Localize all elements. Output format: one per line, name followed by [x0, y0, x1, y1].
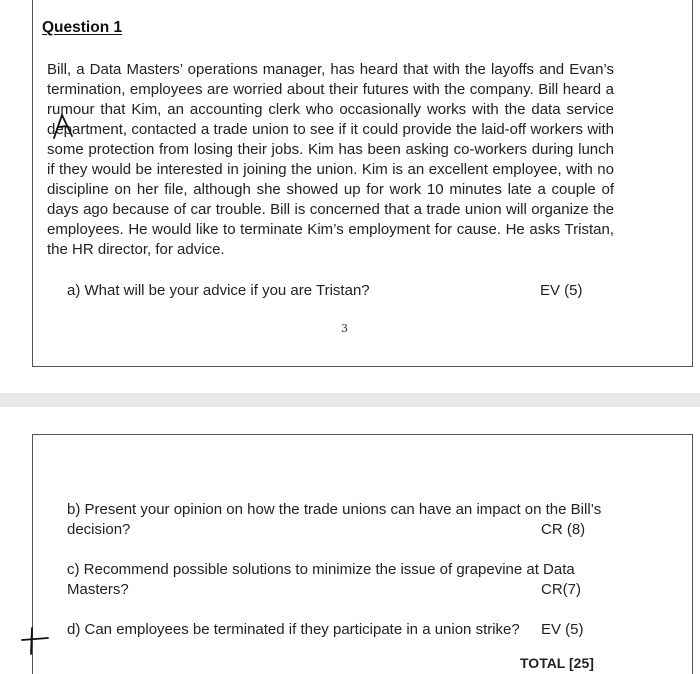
- question-a: a) What will be your advice if you are Tristan?: [67, 282, 370, 299]
- mark-b: CR (8): [541, 521, 586, 538]
- question-c-line2: Masters?: [67, 581, 129, 598]
- question-b-line2: decision?: [67, 521, 131, 538]
- mark-c: CR(7): [541, 581, 581, 598]
- total-marks: TOTAL [25]: [520, 655, 594, 671]
- question-b-line1: b) Present your opinion on how the trade unions can have an impact on the Bill’s: [67, 501, 602, 518]
- mark-a: EV (5): [540, 282, 583, 299]
- page-gap: [0, 393, 700, 407]
- mark-d: EV (5): [541, 621, 584, 638]
- question-heading: Question 1: [42, 19, 123, 36]
- question-c-line1: c) Recommend possible solutions to minimize the issue of grapevine at Data: [67, 561, 575, 578]
- question-d: d) Can employees be terminated if they participate in a union strike?: [67, 621, 520, 638]
- margin-pen-mark: [18, 626, 52, 656]
- page-number: 3: [341, 322, 348, 335]
- case-paragraph: Bill, a Data Masters’ operations manager, has heard that with the layoffs and Evan’s termination, employees are worried about their futures with the company. Bill heard a rumour that Kim, an accounting clerk who occasionally works with the data service department, contacted a trade union to see if it could provide the laid-off workers with some protection from losing their jobs. Kim has been asking co-workers during lunch if they would be interested in joining the union. Kim is an excellent employee, with no discipline on her file, although she showed up for work 10 minutes late a couple of days ago because of car trouble. Bill is concerned that a trade union will organize the employees. He would like to terminate Kim’s employment for cause. He asks Tristan, the HR director, for advice.: [47, 61, 614, 258]
- pen-mark: [50, 112, 80, 142]
